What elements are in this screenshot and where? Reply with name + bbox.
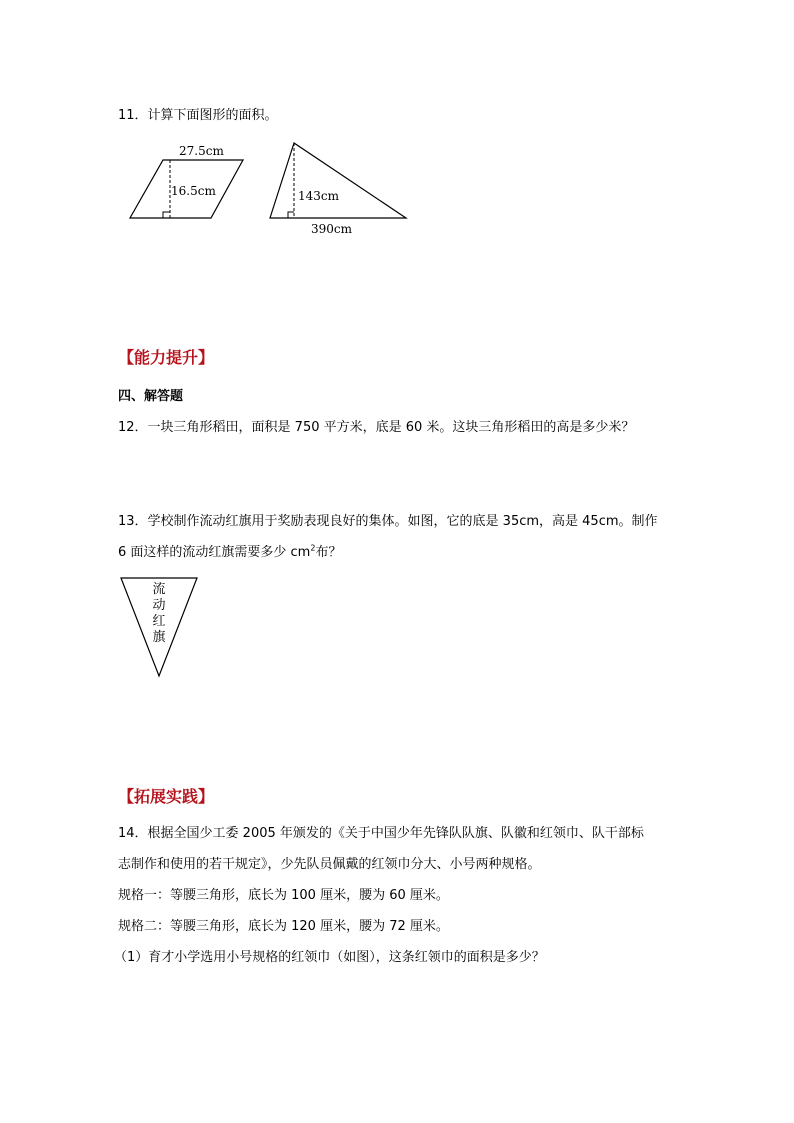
question-11-text: 11．计算下面图形的面积。	[118, 108, 278, 123]
question-14-sub1: （1）育才小学选用小号规格的红领巾（如图），这条红领巾的面积是多少？	[114, 950, 545, 965]
triangle-figure	[265, 138, 415, 238]
parallelogram-height-label: 16.5cm	[171, 184, 216, 198]
parallelogram-top-label: 27.5cm	[179, 144, 224, 158]
question-13-line2-pre: 6 面这样的流动红旗需要多少 cm	[118, 545, 311, 560]
section-ability-heading: 【能力提升】	[118, 348, 215, 367]
section-extension-heading: 【拓展实践】	[118, 787, 215, 806]
flag-char-3: 红	[152, 614, 166, 629]
question-13-line2-post: 布？	[315, 545, 342, 560]
spec-2-text: 规格二：等腰三角形，底长为 120 厘米，腰为 72 厘米。	[118, 919, 449, 934]
flag-char-1: 流	[152, 582, 166, 597]
triangle-base-label: 390cm	[311, 222, 353, 236]
question-14-line1: 14．根据全国少工委 2005 年颁发的《关于中国少年先锋队队旗、队徽和红领巾、队干部标	[118, 826, 644, 841]
question-14-line2: 志制作和使用的若干规定》，少先队员佩戴的红领巾分大、小号两种规格。	[118, 857, 541, 872]
flag-char-2: 动	[152, 598, 166, 613]
flag-char-4: 旗	[152, 630, 166, 645]
question-13-line2	[118, 541, 341, 560]
flag-figure	[118, 574, 202, 680]
parallelogram-figure	[125, 138, 250, 228]
spec-1-text: 规格一：等腰三角形，底长为 100 厘米，腰为 60 厘米。	[118, 888, 449, 903]
square-superscript: 2	[310, 543, 316, 553]
section-4-heading: 四、解答题	[118, 389, 184, 404]
triangle-height-label: 143cm	[298, 189, 340, 203]
question-12-text: 12．一块三角形稻田，面积是 750 平方米，底是 60 米。这块三角形稻田的高是多少米？	[118, 420, 635, 435]
question-13-line1: 13．学校制作流动红旗用于奖励表现良好的集体。如图，它的底是 35cm，高是 45cm。制作	[118, 514, 658, 529]
